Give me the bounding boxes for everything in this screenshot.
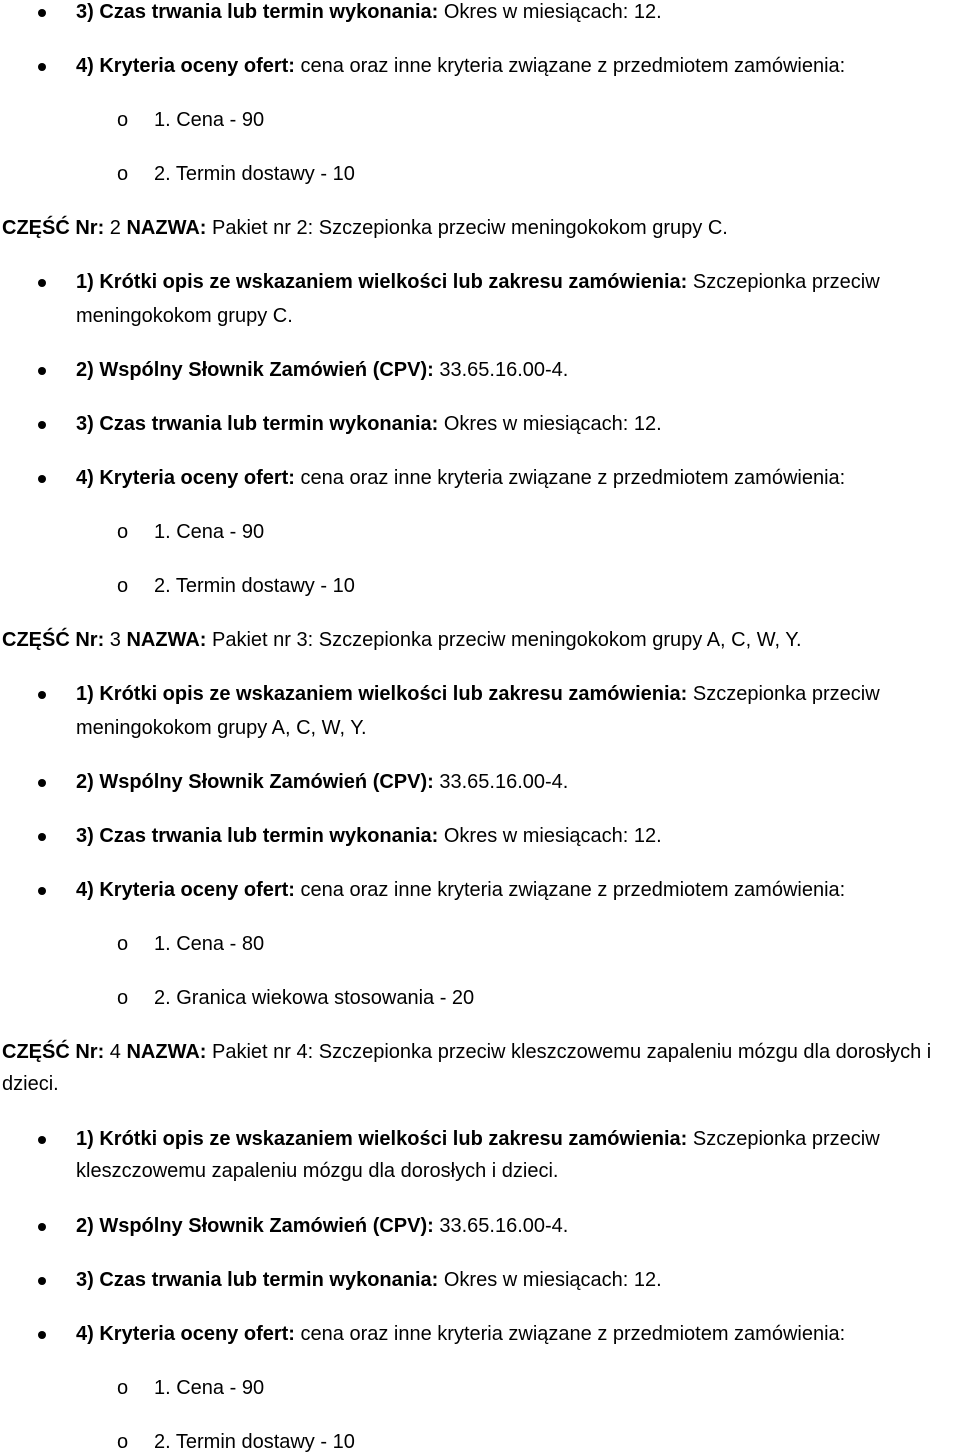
sub-item-text: 2. Termin dostawy - 10: [154, 1431, 355, 1453]
list-item: [76, 412, 662, 436]
list-item: [76, 1127, 880, 1151]
item-value: Okres w miesiącach: 12.: [438, 413, 662, 435]
item-label: 3) Czas trwania lub termin wykonania:: [76, 825, 439, 847]
part-name-label: NAZWA:: [126, 1041, 207, 1063]
bullet-icon: [38, 1223, 46, 1231]
item-label: 2) Wspólny Słownik Zamówień (CPV):: [76, 1215, 434, 1237]
continuation-text: dzieci.: [2, 1073, 59, 1095]
item-label: 2) Wspólny Słownik Zamówień (CPV):: [76, 771, 434, 793]
part-name-label: NAZWA:: [126, 217, 207, 239]
item-label: 3) Czas trwania lub termin wykonania:: [76, 413, 439, 435]
sub-bullet-marker: o: [117, 163, 129, 185]
sub-bullet-marker: o: [117, 1377, 129, 1399]
part-heading: [2, 1040, 931, 1064]
bullet-icon: [38, 691, 46, 699]
item-value: 33.65.16.00-4.: [433, 359, 569, 381]
part-number: 2: [104, 217, 127, 239]
list-item: [76, 1268, 662, 1292]
part-name: Pakiet nr 3: Szczepionka przeciw meningokokom grupy A, C, W, Y.: [206, 629, 802, 651]
sub-bullet-marker: o: [117, 575, 129, 597]
list-item: [76, 270, 880, 294]
sub-bullet-marker: o: [117, 987, 129, 1009]
continuation-text: meningokokom grupy A, C, W, Y.: [76, 717, 367, 739]
item-label: 4) Kryteria oceny ofert:: [76, 1323, 295, 1345]
item-value: Okres w miesiącach: 12.: [438, 825, 662, 847]
sub-item-text: 2. Termin dostawy - 10: [154, 163, 355, 185]
item-value: cena oraz inne kryteria związane z przedmiotem zamówienia:: [294, 1323, 846, 1345]
part-number-label: CZĘŚĆ Nr:: [2, 217, 105, 239]
list-item: [76, 54, 845, 78]
list-item: [76, 824, 662, 848]
bullet-icon: [38, 779, 46, 787]
sub-item-text: 2. Granica wiekowa stosowania - 20: [154, 987, 475, 1009]
sub-item-text: 1. Cena - 90: [154, 109, 265, 131]
sub-bullet-marker: o: [117, 109, 129, 131]
part-name: Pakiet nr 4: Szczepionka przeciw kleszczowemu zapaleniu mózgu dla dorosłych i: [206, 1041, 932, 1063]
bullet-icon: [38, 279, 46, 287]
item-value: Szczepionka przeciw: [687, 683, 880, 705]
bullet-icon: [38, 421, 46, 429]
item-value: 33.65.16.00-4.: [433, 1215, 569, 1237]
part-heading: [2, 216, 728, 240]
part-number: 4: [104, 1041, 127, 1063]
list-item: [76, 1322, 845, 1346]
continuation-text: meningokokom grupy C.: [76, 305, 293, 327]
item-label: 4) Kryteria oceny ofert:: [76, 879, 295, 901]
bullet-icon: [38, 1331, 46, 1339]
list-item: [76, 0, 662, 24]
sub-item-text: 2. Termin dostawy - 10: [154, 575, 355, 597]
item-label: 3) Czas trwania lub termin wykonania:: [76, 1269, 439, 1291]
sub-list-item: [154, 1376, 264, 1400]
item-label: 1) Krótki opis ze wskazaniem wielkości lub zakresu zamówienia:: [76, 271, 688, 293]
sub-item-text: 1. Cena - 80: [154, 933, 265, 955]
item-label: 3) Czas trwania lub termin wykonania:: [76, 1, 439, 23]
list-item: [76, 466, 845, 490]
bullet-icon: [38, 833, 46, 841]
item-value: cena oraz inne kryteria związane z przedmiotem zamówienia:: [294, 467, 846, 489]
item-value: 33.65.16.00-4.: [433, 771, 569, 793]
sub-list-item: [154, 574, 355, 598]
part-number-label: CZĘŚĆ Nr:: [2, 629, 105, 651]
bullet-icon: [38, 9, 46, 17]
part-number: 3: [104, 629, 127, 651]
list-item: [76, 682, 880, 706]
bullet-icon: [38, 367, 46, 375]
sub-list-item: [154, 520, 264, 544]
part-number-label: CZĘŚĆ Nr:: [2, 1041, 105, 1063]
item-value: Szczepionka przeciw: [687, 271, 880, 293]
sub-list-item: [154, 986, 474, 1010]
part-name-label: NAZWA:: [126, 629, 207, 651]
sub-bullet-marker: o: [117, 521, 129, 543]
continuation-text: kleszczowemu zapaleniu mózgu dla dorosłych i dzieci.: [76, 1160, 559, 1182]
bullet-icon: [38, 1277, 46, 1285]
part-heading: [2, 628, 802, 652]
sub-bullet-marker: o: [117, 1431, 129, 1453]
part-name: Pakiet nr 2: Szczepionka przeciw meningokokom grupy C.: [206, 217, 728, 239]
list-item: [76, 358, 568, 382]
bullet-icon: [38, 63, 46, 71]
bullet-icon: [38, 475, 46, 483]
item-value: cena oraz inne kryteria związane z przedmiotem zamówienia:: [294, 55, 846, 77]
item-label: 2) Wspólny Słownik Zamówień (CPV):: [76, 359, 434, 381]
bullet-icon: [38, 1136, 46, 1144]
sub-list-item: [154, 162, 355, 186]
sub-list-item: [154, 1430, 355, 1454]
item-value: Okres w miesiącach: 12.: [438, 1, 662, 23]
sub-list-item: [154, 108, 264, 132]
list-item: [76, 878, 845, 902]
item-value: cena oraz inne kryteria związane z przedmiotem zamówienia:: [294, 879, 846, 901]
sub-item-text: 1. Cena - 90: [154, 1377, 265, 1399]
list-item: [76, 1214, 568, 1238]
item-label: 4) Kryteria oceny ofert:: [76, 467, 295, 489]
sub-list-item: [154, 932, 264, 956]
bullet-icon: [38, 887, 46, 895]
list-item: [76, 770, 568, 794]
item-label: 1) Krótki opis ze wskazaniem wielkości lub zakresu zamówienia:: [76, 1128, 688, 1150]
item-label: 4) Kryteria oceny ofert:: [76, 55, 295, 77]
item-value: Szczepionka przeciw: [687, 1128, 880, 1150]
sub-bullet-marker: o: [117, 933, 129, 955]
item-label: 1) Krótki opis ze wskazaniem wielkości lub zakresu zamówienia:: [76, 683, 688, 705]
item-value: Okres w miesiącach: 12.: [438, 1269, 662, 1291]
sub-item-text: 1. Cena - 90: [154, 521, 265, 543]
